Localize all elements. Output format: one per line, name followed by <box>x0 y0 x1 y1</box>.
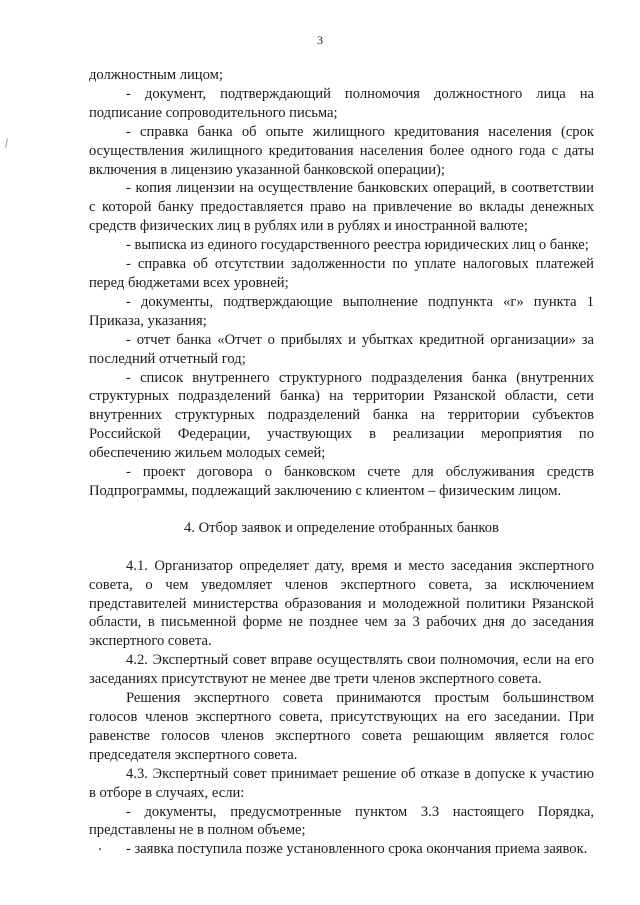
scan-artifact-mark <box>5 139 11 149</box>
scan-artifact-dot <box>99 848 101 850</box>
paragraph: должностным лицом; <box>89 67 223 83</box>
paragraph: - список внутреннего структурного подразделения банка (внутренних структурных подразделений банка) на территории Рязанской области, сети внутренних структурных подразделений банка на территории субъектов Российской Федерации, участвующих в реализации мероприятия по обеспечению жильем молодых семей; <box>89 369 594 462</box>
paragraph: 4.2. Экспертный совет вправе осуществлять свои полномочия, если на его заседаниях присутствуют не менее две трети членов экспертного совета. <box>89 652 594 688</box>
paragraph: - справка об отсутствии задолженности по уплате налоговых платежей перед бюджетами всех уровней; <box>89 256 594 291</box>
page-number: 3 <box>317 33 323 47</box>
paragraph: - проект договора о банковском счете для обслуживания средств Подпрограммы, подлежащий заключению с клиентом – физическим лицом. <box>89 464 594 499</box>
paragraph: - заявка поступила позже установленного срока окончания приема заявок. <box>126 841 588 858</box>
paragraph: 4.3. Экспертный совет принимает решение об отказе в допуске к участию в отборе в случаях, если: <box>89 765 594 801</box>
requirements-list <box>89 66 594 501</box>
paragraph: - документ, подтверждающий полномочия должностного лица на подписание сопроводительного письма; <box>89 85 594 121</box>
paragraph: - документы, предусмотренные пунктом 3.3 настоящего Порядка, представлены не в полном объеме; <box>89 803 594 839</box>
paragraph: 4.1. Организатор определяет дату, время и место заседания экспертного совета, о чем уведомляет членов экспертного совета, за исключением представителей министерства образования и молодежной политики Рязанской области, в письменной форме не позднее чем за 3 рабочих дня до заседания экспертного совета. <box>89 557 594 650</box>
paragraph: - копия лицензии на осуществление банковских операций, в соответствии с которой банку предоставляется право на привлечение во вклады денежных средств физических лиц в рублях или в рублях и иностранной валюте; <box>89 180 594 235</box>
paragraph: - отчет банка «Отчет о прибылях и убытках кредитной организации» за последний отчетный год; <box>89 331 594 367</box>
paragraph: - справка банка об опыте жилищного кредитования населения (срок осуществления жилищного кредитования населения более одного года с даты включения в лицензию указанной банковской операции); <box>89 123 594 178</box>
paragraph: - выписка из единого государственного реестра юридических лиц о банке; <box>126 237 589 254</box>
paragraph: Решения экспертного совета принимаются простым большинством голосов членов экспертного совета, присутствующих на его заседании. При равенстве голосов членов экспертного совета решающим является голос председателя экспертного совета. <box>89 690 594 763</box>
section-heading: 4. Отбор заявок и определение отобранных банков <box>184 519 499 536</box>
document-body <box>89 66 594 859</box>
paragraph: - документы, подтверждающие выполнение подпункта «г» пункта 1 Приказа, указания; <box>89 293 594 329</box>
section-paragraphs <box>89 557 594 860</box>
